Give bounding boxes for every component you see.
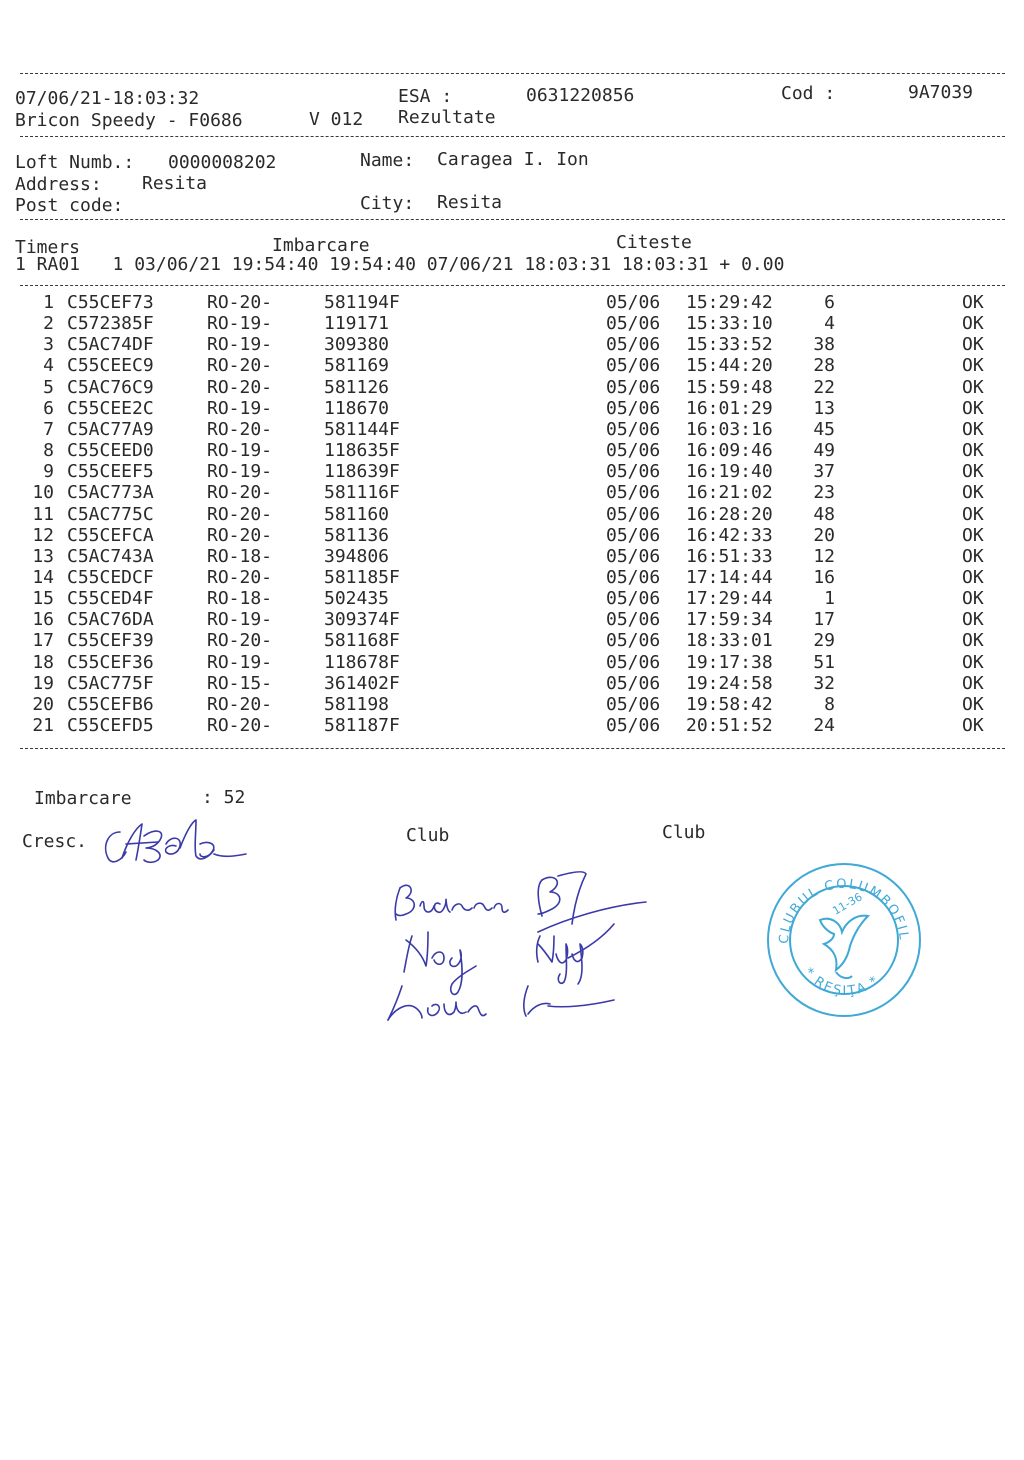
ring-number: 119171 bbox=[324, 313, 390, 335]
loft-number: 0000008202 bbox=[168, 152, 277, 173]
result-number: 11 bbox=[32, 503, 54, 525]
status-value: OK bbox=[962, 482, 984, 504]
arrival-clock: 16:03:16 bbox=[686, 418, 773, 440]
result-number: 16 bbox=[32, 609, 54, 631]
result-number: 6 bbox=[43, 397, 54, 419]
rank-value: 16 bbox=[813, 566, 835, 588]
chip-id: C55CEF36 bbox=[67, 651, 154, 673]
ring-country: RO-20- bbox=[207, 630, 273, 652]
separator-bottom bbox=[20, 748, 1005, 749]
chip-id: C5AC775C bbox=[67, 503, 154, 525]
ring-country: RO-20- bbox=[207, 482, 273, 504]
club-signatures bbox=[378, 862, 658, 1032]
ring-number: 581187F bbox=[324, 715, 400, 736]
ring-number: 581168F bbox=[324, 630, 400, 652]
ring-number: 581194F bbox=[324, 292, 400, 313]
chip-id: C55CEDCF bbox=[67, 566, 154, 588]
ring-country: RO-20- bbox=[207, 503, 273, 525]
separator-fancier bbox=[20, 219, 1005, 220]
arrival-clock: 17:59:34 bbox=[686, 609, 773, 631]
status-value: OK bbox=[962, 313, 984, 335]
arrival-clock: 16:51:33 bbox=[686, 545, 773, 567]
arrival-time: 05/06 bbox=[606, 715, 661, 736]
arrival-clock: 15:59:48 bbox=[686, 376, 773, 398]
arrival-time: 05/06 bbox=[606, 334, 661, 356]
arrival-time: 05/06 bbox=[606, 503, 661, 525]
status-value: OK bbox=[962, 524, 984, 546]
print-datetime: 07/06/21-18:03:32 bbox=[15, 88, 200, 109]
arrival-clock: 19:17:38 bbox=[686, 651, 773, 673]
arrival-clock: 15:29:42 bbox=[686, 292, 773, 313]
arrival-time: 05/06 bbox=[606, 609, 661, 631]
ring-number: 581185F bbox=[324, 566, 400, 588]
ring-country: RO-20- bbox=[207, 355, 273, 377]
result-number: 19 bbox=[32, 672, 54, 694]
result-number: 15 bbox=[32, 588, 54, 610]
arrival-clock: 19:24:58 bbox=[686, 672, 773, 694]
table-row bbox=[0, 525, 1024, 546]
chip-id: C5AC743A bbox=[67, 545, 154, 567]
arrival-clock: 20:51:52 bbox=[686, 715, 773, 736]
device-version: V 012 bbox=[309, 109, 364, 130]
ring-country: RO-19- bbox=[207, 461, 273, 483]
table-row bbox=[0, 398, 1024, 419]
chip-id: C5AC773A bbox=[67, 482, 154, 504]
chip-id: C55CEFD5 bbox=[67, 715, 154, 736]
result-number: 3 bbox=[43, 334, 54, 356]
arrival-time: 05/06 bbox=[606, 397, 661, 419]
rank-value: 20 bbox=[813, 524, 835, 546]
chip-id: C55CEE2C bbox=[67, 397, 154, 419]
arrival-time: 05/06 bbox=[606, 651, 661, 673]
arrival-time: 05/06 bbox=[606, 524, 661, 546]
table-row bbox=[0, 630, 1024, 651]
device-name: Bricon Speedy - F0686 bbox=[15, 110, 243, 131]
esa-label: ESA : bbox=[398, 86, 453, 107]
citeste-heading: Citeste bbox=[616, 232, 692, 253]
rank-value: 13 bbox=[813, 397, 835, 419]
status-value: OK bbox=[962, 609, 984, 631]
arrival-time: 05/06 bbox=[606, 440, 661, 462]
result-number: 10 bbox=[32, 482, 54, 504]
stamp-top-text: CLUBUL COLUMBOFIL bbox=[776, 876, 912, 945]
table-row bbox=[0, 694, 1024, 715]
status-value: OK bbox=[962, 545, 984, 567]
rank-value: 51 bbox=[813, 651, 835, 673]
result-number: 13 bbox=[32, 545, 54, 567]
ring-number: 581160 bbox=[324, 503, 390, 525]
arrival-clock: 16:21:02 bbox=[686, 482, 773, 504]
cresc-label: Cresc. bbox=[22, 831, 88, 852]
rank-value: 6 bbox=[824, 292, 835, 313]
stamp-number: 11-36 bbox=[830, 890, 865, 918]
arrival-time: 05/06 bbox=[606, 630, 661, 652]
chip-id: C55CEEF5 bbox=[67, 461, 154, 483]
rank-value: 22 bbox=[813, 376, 835, 398]
rank-value: 38 bbox=[813, 334, 835, 356]
arrival-clock: 17:29:44 bbox=[686, 588, 773, 610]
table-row bbox=[0, 567, 1024, 588]
table-row bbox=[0, 419, 1024, 440]
cod-label: Cod : bbox=[781, 83, 836, 104]
separator-top bbox=[20, 73, 1005, 74]
rank-value: 8 bbox=[824, 693, 835, 715]
rank-value: 28 bbox=[813, 355, 835, 377]
arrival-clock: 15:44:20 bbox=[686, 355, 773, 377]
result-number: 14 bbox=[32, 566, 54, 588]
rank-value: 17 bbox=[813, 609, 835, 631]
ring-country: RO-19- bbox=[207, 609, 273, 631]
ring-country: RO-19- bbox=[207, 651, 273, 673]
status-value: OK bbox=[962, 588, 984, 610]
rank-value: 32 bbox=[813, 672, 835, 694]
arrival-time: 05/06 bbox=[606, 418, 661, 440]
chip-id: C55CED4F bbox=[67, 588, 154, 610]
imbarcare-total-value: : 52 bbox=[202, 787, 246, 808]
rank-value: 1 bbox=[824, 588, 835, 610]
result-number: 21 bbox=[32, 715, 54, 736]
arrival-clock: 16:19:40 bbox=[686, 461, 773, 483]
arrival-time: 05/06 bbox=[606, 355, 661, 377]
address-value: Resita bbox=[142, 173, 208, 194]
result-number: 4 bbox=[43, 355, 54, 377]
status-value: OK bbox=[962, 292, 984, 313]
ring-number: 581144F bbox=[324, 418, 400, 440]
table-row bbox=[0, 482, 1024, 503]
arrival-time: 05/06 bbox=[606, 672, 661, 694]
ring-number: 502435 bbox=[324, 588, 390, 610]
ring-number: 118635F bbox=[324, 440, 400, 462]
status-value: OK bbox=[962, 503, 984, 525]
separator-header bbox=[20, 136, 1005, 137]
ring-country: RO-20- bbox=[207, 292, 273, 313]
city-value: Resita bbox=[437, 192, 503, 213]
status-value: OK bbox=[962, 355, 984, 377]
fancier-signature bbox=[96, 814, 256, 874]
ring-number: 309380 bbox=[324, 334, 390, 356]
arrival-clock: 19:58:42 bbox=[686, 693, 773, 715]
result-number: 12 bbox=[32, 524, 54, 546]
ring-number: 361402F bbox=[324, 672, 400, 694]
chip-id: C55CEED0 bbox=[67, 440, 154, 462]
ring-country: RO-20- bbox=[207, 693, 273, 715]
chip-id: C55CEF73 bbox=[67, 292, 154, 313]
arrival-clock: 15:33:52 bbox=[686, 334, 773, 356]
chip-id: C5AC76DA bbox=[67, 609, 154, 631]
table-row bbox=[0, 377, 1024, 398]
result-number: 8 bbox=[43, 440, 54, 462]
chip-id: C5AC76C9 bbox=[67, 376, 154, 398]
document-type: Rezultate bbox=[398, 107, 496, 128]
ring-country: RO-20- bbox=[207, 524, 273, 546]
chip-id: C5AC74DF bbox=[67, 334, 154, 356]
status-value: OK bbox=[962, 376, 984, 398]
ring-country: RO-20- bbox=[207, 566, 273, 588]
rank-value: 23 bbox=[813, 482, 835, 504]
ring-number: 394806 bbox=[324, 545, 390, 567]
result-number: 1 bbox=[43, 292, 54, 313]
result-number: 20 bbox=[32, 693, 54, 715]
status-value: OK bbox=[962, 693, 984, 715]
status-value: OK bbox=[962, 461, 984, 483]
rank-value: 29 bbox=[813, 630, 835, 652]
result-number: 7 bbox=[43, 418, 54, 440]
postcode-label: Post code: bbox=[15, 195, 124, 216]
arrival-clock: 15:33:10 bbox=[686, 313, 773, 335]
table-row bbox=[0, 355, 1024, 376]
status-value: OK bbox=[962, 397, 984, 419]
table-row bbox=[0, 673, 1024, 694]
arrival-time: 05/06 bbox=[606, 461, 661, 483]
table-row bbox=[0, 334, 1024, 355]
svg-text:* REŞIŢA * bbox=[801, 965, 883, 999]
arrival-clock: 17:14:44 bbox=[686, 566, 773, 588]
arrival-time: 05/06 bbox=[606, 376, 661, 398]
table-row bbox=[0, 546, 1024, 567]
arrival-clock: 16:28:20 bbox=[686, 503, 773, 525]
ring-country: RO-20- bbox=[207, 418, 273, 440]
ring-number: 118670 bbox=[324, 397, 390, 419]
arrival-clock: 16:01:29 bbox=[686, 397, 773, 419]
rank-value: 37 bbox=[813, 461, 835, 483]
ring-country: RO-20- bbox=[207, 376, 273, 398]
arrival-clock: 18:33:01 bbox=[686, 630, 773, 652]
separator-timers bbox=[20, 285, 1005, 286]
table-row bbox=[0, 609, 1024, 630]
ring-country: RO-20- bbox=[207, 715, 273, 736]
result-number: 17 bbox=[32, 630, 54, 652]
club-label-2: Club bbox=[662, 822, 706, 843]
status-value: OK bbox=[962, 630, 984, 652]
esa-value: 0631220856 bbox=[526, 85, 635, 106]
club-label-1: Club bbox=[406, 825, 450, 846]
ring-number: 118678F bbox=[324, 651, 400, 673]
rank-value: 49 bbox=[813, 440, 835, 462]
arrival-time: 05/06 bbox=[606, 292, 661, 313]
result-number: 2 bbox=[43, 313, 54, 335]
ring-country: RO-19- bbox=[207, 334, 273, 356]
ring-number: 118639F bbox=[324, 461, 400, 483]
table-row bbox=[0, 715, 1024, 736]
rank-value: 24 bbox=[813, 715, 835, 736]
arrival-time: 05/06 bbox=[606, 313, 661, 335]
arrival-clock: 16:09:46 bbox=[686, 440, 773, 462]
ring-country: RO-19- bbox=[207, 397, 273, 419]
table-row bbox=[0, 461, 1024, 482]
chip-id: C55CEF39 bbox=[67, 630, 154, 652]
name-label: Name: bbox=[360, 150, 415, 171]
table-row bbox=[0, 588, 1024, 609]
status-value: OK bbox=[962, 672, 984, 694]
chip-id: C5AC77A9 bbox=[67, 418, 154, 440]
status-value: OK bbox=[962, 715, 984, 736]
status-value: OK bbox=[962, 418, 984, 440]
address-label: Address: bbox=[15, 174, 102, 195]
arrival-time: 05/06 bbox=[606, 693, 661, 715]
result-number: 5 bbox=[43, 376, 54, 398]
cod-value: 9A7039 bbox=[908, 82, 974, 103]
ring-number: 309374F bbox=[324, 609, 400, 631]
status-value: OK bbox=[962, 334, 984, 356]
arrival-time: 05/06 bbox=[606, 566, 661, 588]
ring-country: RO-15- bbox=[207, 672, 273, 694]
rank-value: 48 bbox=[813, 503, 835, 525]
imbarcare-heading: Imbarcare bbox=[272, 235, 370, 256]
table-row bbox=[0, 504, 1024, 525]
arrival-time: 05/06 bbox=[606, 588, 661, 610]
table-row bbox=[0, 440, 1024, 461]
ring-number: 581169 bbox=[324, 355, 390, 377]
rank-value: 12 bbox=[813, 545, 835, 567]
status-value: OK bbox=[962, 566, 984, 588]
ring-country: RO-19- bbox=[207, 440, 273, 462]
ring-number: 581136 bbox=[324, 524, 390, 546]
fancier-name: Caragea I. Ion bbox=[437, 149, 589, 170]
imbarcare-total-label: Imbarcare bbox=[34, 788, 132, 809]
chip-id: C55CEEC9 bbox=[67, 355, 154, 377]
ring-number: 581198 bbox=[324, 693, 390, 715]
ring-number: 581126 bbox=[324, 376, 390, 398]
arrival-time: 05/06 bbox=[606, 482, 661, 504]
rank-value: 45 bbox=[813, 418, 835, 440]
chip-id: C5AC775F bbox=[67, 672, 154, 694]
ring-country: RO-19- bbox=[207, 313, 273, 335]
table-row bbox=[0, 313, 1024, 334]
chip-id: C572385F bbox=[67, 313, 154, 335]
status-value: OK bbox=[962, 440, 984, 462]
ring-country: RO-18- bbox=[207, 588, 273, 610]
stamp-bottom-text: * REŞIŢA * bbox=[800, 965, 884, 1000]
table-row bbox=[0, 292, 1024, 313]
timer-line: 1 RA01 1 03/06/21 19:54:40 19:54:40 07/06/21 18:03:31 18:03:31 + 0.00 bbox=[15, 254, 785, 275]
rank-value: 4 bbox=[824, 313, 835, 335]
chip-id: C55CEFCA bbox=[67, 524, 154, 546]
table-row bbox=[0, 652, 1024, 673]
arrival-time: 05/06 bbox=[606, 545, 661, 567]
status-value: OK bbox=[962, 651, 984, 673]
ring-country: RO-18- bbox=[207, 545, 273, 567]
loft-label: Loft Numb.: bbox=[15, 152, 135, 173]
chip-id: C55CEFB6 bbox=[67, 693, 154, 715]
ring-number: 581116F bbox=[324, 482, 400, 504]
arrival-clock: 16:42:33 bbox=[686, 524, 773, 546]
result-number: 9 bbox=[43, 461, 54, 483]
city-label: City: bbox=[360, 193, 415, 214]
timers-label: Timers bbox=[15, 237, 81, 258]
result-number: 18 bbox=[32, 651, 54, 673]
club-stamp bbox=[764, 860, 924, 1020]
